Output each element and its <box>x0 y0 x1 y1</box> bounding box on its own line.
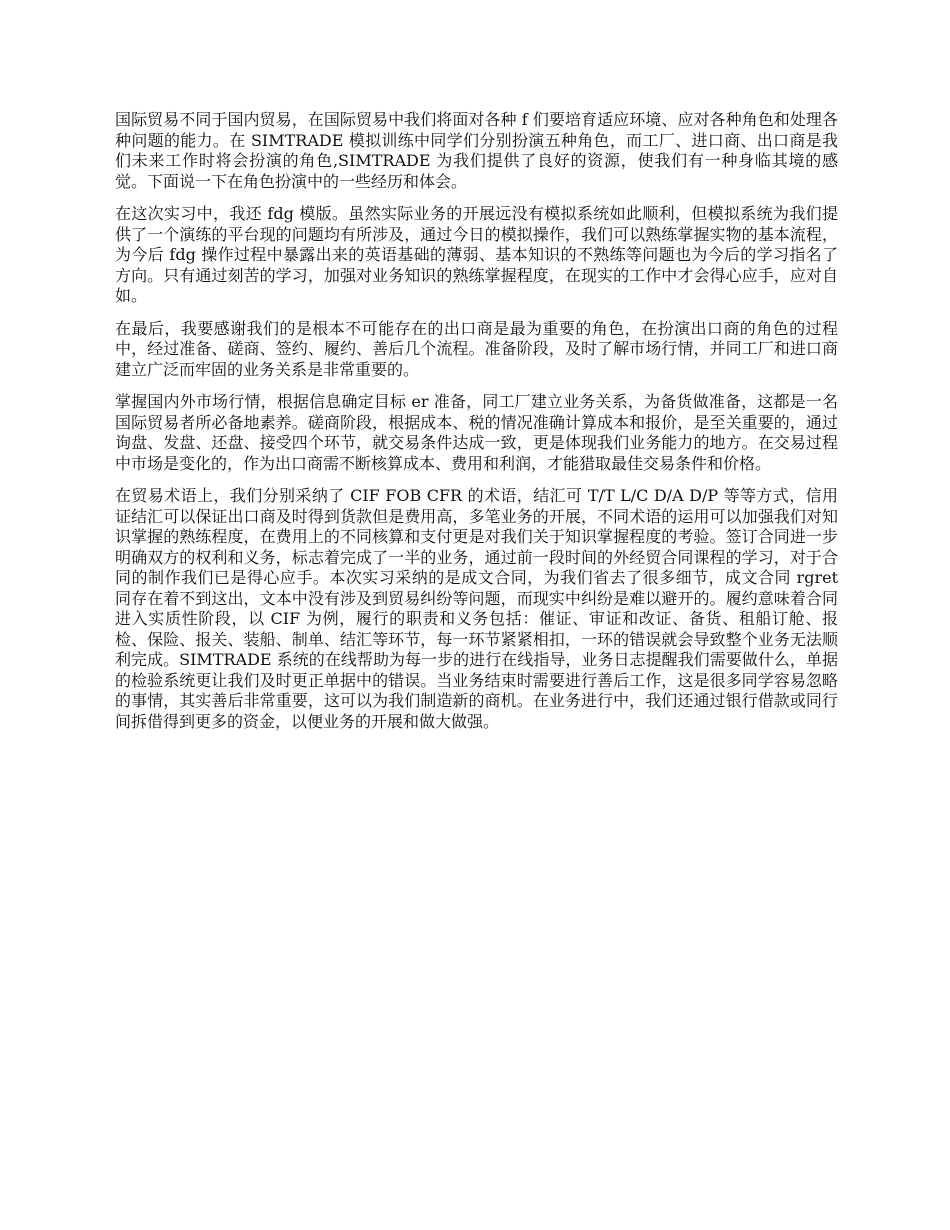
paragraph-4: 掌握国内外市场行情，根据信息确定目标 er 准备，同工厂建立业务关系，为备货做准备，这都是一名国际贸易者所必备地素养。磋商阶段，根据成本、税的情况准确计算成本和报价，是至关重要的，通过询盘、发盘、还盘、接受四个环节，就交易条件达成一致，更是体现我们业务能力的地方。在交易过程中市场是变化的，作为出口商需不断核算成本、费用和利润，才能猎取最佳交易条件和价格。 <box>115 392 838 473</box>
paragraph-1: 国际贸易不同于国内贸易，在国际贸易中我们将面对各种 f 们要培育适应环境、应对各种角色和处理各种问题的能力。在 SIMTRADE 模拟训练中同学们分别扮演五种角色，而工厂、进口商、出口商是我们未来工作时将会扮演的角色,SIMTRADE 为我们提供了良好的资源，使我们有一种身临其境的感觉。下面说一下在角色扮演中的一些经历和体会。 <box>115 110 838 191</box>
paragraph-5: 在贸易术语上，我们分别采纳了 CIF FOB CFR 的术语，结汇可 T/T L/C D/A D/P 等等方式，信用证结汇可以保证出口商及时得到货款但是费用高，多笔业务的开展，不同术语的运用可以加强我们对知识掌握的熟练程度，在费用上的不同核算和支付更是对我们关于知识掌握程度的考验。签订合同进一步明确双方的权利和义务，标志着完成了一半的业务，通过前一段时间的外经贸合同课程的学习，对于合同的制作我们已是得心应手。本次实习采纳的是成文合同，为我们省去了很多细节，成文合同 rgret 同存在着不到这出，文本中没有涉及到贸易纠纷等问题，而现实中纠纷是难以避开的。履约意味着合同进入实质性阶段，以 CIF 为例，履行的职责和义务包括：催证、审证和改证、备货、租船订舱、报检、保险、报关、装船、制单、结汇等环节，每一环节紧紧相扣，一环的错误就会导致整个业务无法顺利完成。SIMTRADE 系统的在线帮助为每一步的进行在线指导，业务日志提醒我们需要做什么，单据的检验系统更让我们及时更正单据中的错误。当业务结束时需要进行善后工作，这是很多同学容易忽略的事情，其实善后非常重要，这可以为我们制造新的商机。在业务进行中，我们还通过银行借款或同行间拆借得到更多的资金，以便业务的开展和做大做强。 <box>115 486 838 731</box>
paragraph-3: 在最后，我要感谢我们的是根本不可能存在的出口商是最为重要的角色，在扮演出口商的角色的过程中，经过准备、磋商、签约、履约、善后几个流程。准备阶段，及时了解市场行情，并同工厂和进口商建立广泛而牢固的业务关系是非常重要的。 <box>115 318 838 379</box>
document-page <box>115 110 838 744</box>
paragraph-2: 在这次实习中，我还 fdg 模版。虽然实际业务的开展远没有模拟系统如此顺利，但模拟系统为我们提供了一个演练的平台现的问题均有所涉及，通过今日的模拟操作，我们可以熟练掌握实物的基本流程，为今后 fdg 操作过程中暴露出来的英语基础的薄弱、基本知识的不熟练等问题也为今后的学习指名了方向。只有通过刻苦的学习，加强对业务知识的熟练掌握程度，在现实的工作中才会得心应手，应对自如。 <box>115 204 838 305</box>
